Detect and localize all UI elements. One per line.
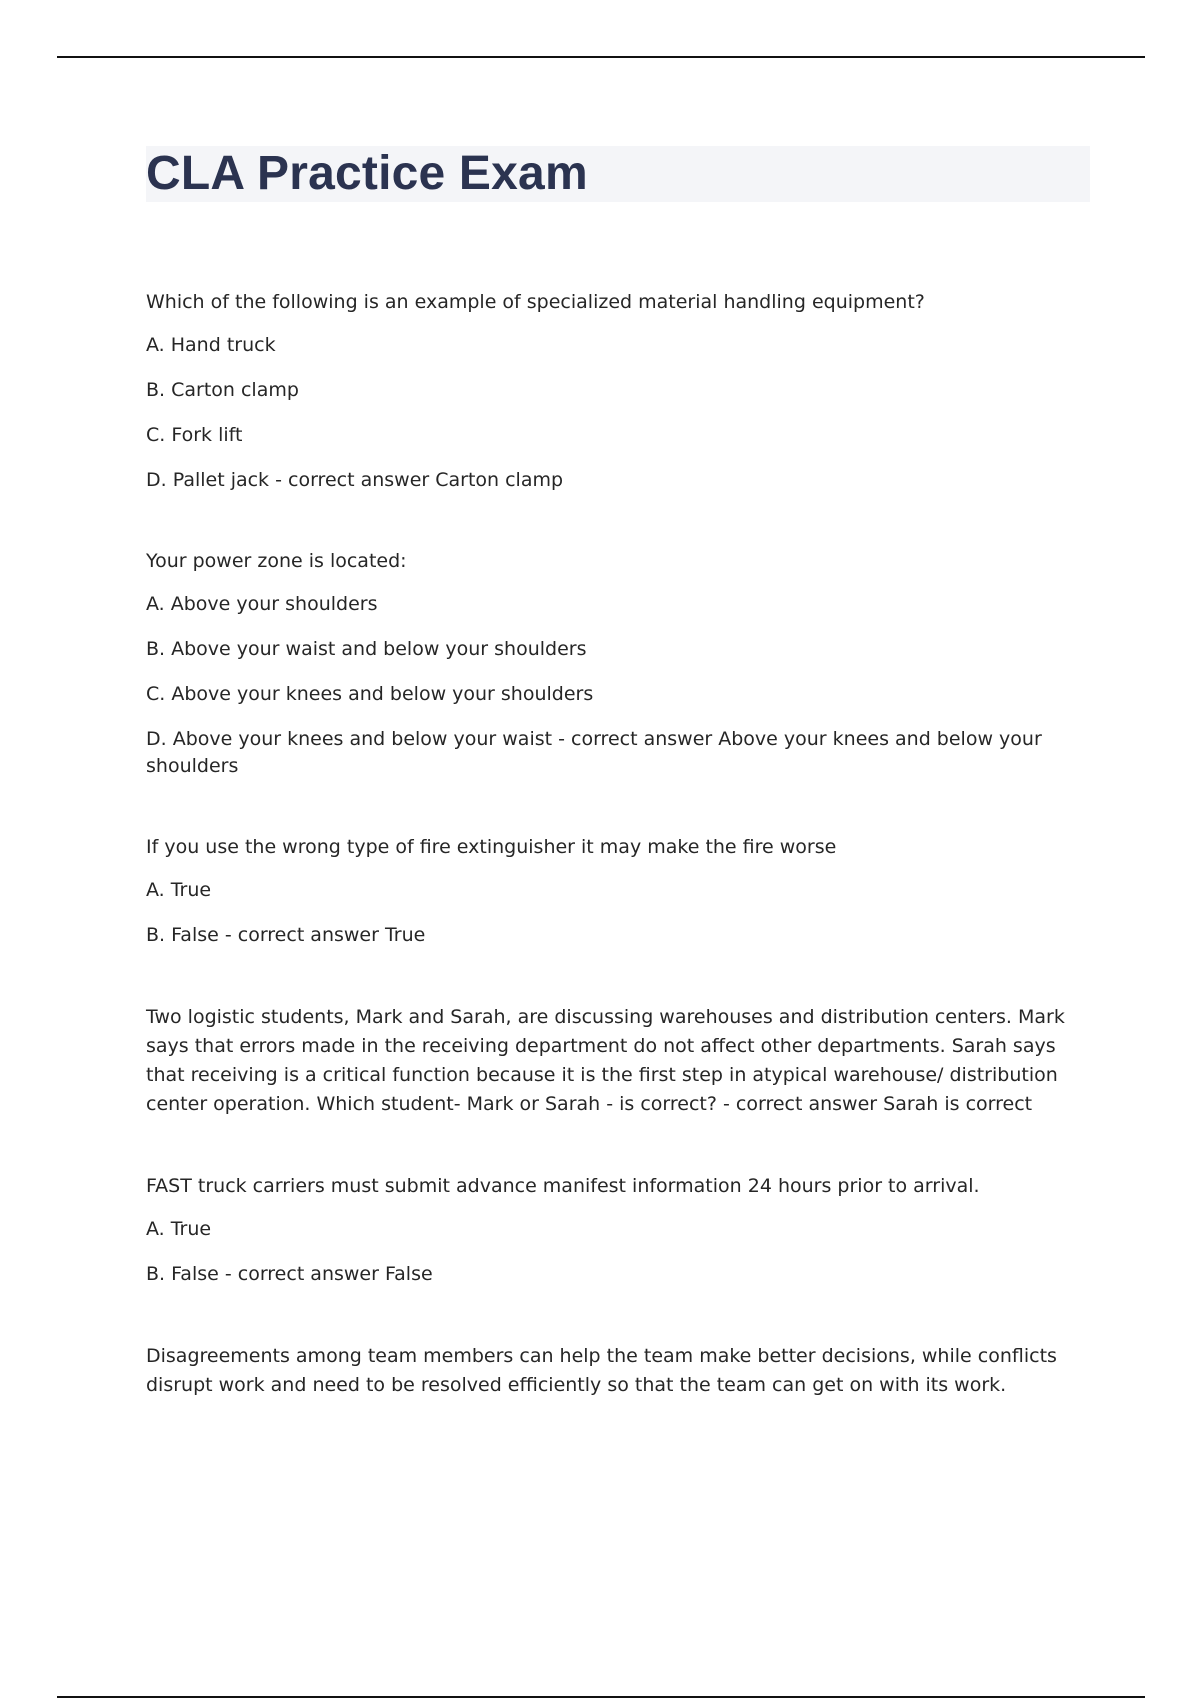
question-block — [146, 1342, 1090, 1400]
answer-option: D. Pallet jack - correct answer Carton clamp — [146, 469, 564, 491]
answer-option: A. True — [146, 1218, 212, 1240]
question-list — [146, 289, 1090, 1400]
answer-option: B. Above your waist and below your shoulders — [146, 638, 587, 660]
answer-option: A. True — [146, 879, 212, 901]
title-banner — [146, 146, 1090, 202]
page-title: CLA Practice Exam — [146, 147, 588, 200]
answer-option: D. Above your knees and below your waist - correct answer Above your knees and below your shoulders — [146, 728, 1042, 777]
answer-option: A. Above your shoulders — [146, 593, 378, 615]
question-stem: Which of the following is an example of specialized material handling equipment? — [146, 291, 925, 313]
answer-option: C. Fork lift — [146, 424, 243, 446]
question-stem: Your power zone is located: — [146, 550, 407, 572]
question-paragraph: Disagreements among team members can help the team make better decisions, while conflicts disrupt work and need to be resolved efficiently so that the team can get on with its work. — [146, 1345, 1057, 1396]
question-block — [146, 1173, 1090, 1288]
bottom-rule — [57, 1696, 1145, 1698]
answer-option: A. Hand truck — [146, 334, 276, 356]
question-block — [146, 1003, 1090, 1119]
question-block — [146, 289, 1090, 494]
question-block — [146, 834, 1090, 949]
question-block — [146, 548, 1090, 780]
document-body — [146, 146, 1090, 1454]
question-paragraph: Two logistic students, Mark and Sarah, are discussing warehouses and distribution centers. Mark says that errors made in the receiving department do not affect other departments. Sarah says that receiving is a critical function because it is the first step in atypical warehouse/ distribution center operation. Which student- Mark or Sarah - is correct? - correct answer Sarah is correct — [146, 1006, 1065, 1115]
question-stem: If you use the wrong type of fire extinguisher it may make the fire worse — [146, 836, 837, 858]
answer-option: B. False - correct answer False — [146, 1263, 433, 1285]
answer-option: B. False - correct answer True — [146, 924, 426, 946]
answer-option: C. Above your knees and below your shoulders — [146, 683, 594, 705]
top-rule — [57, 56, 1145, 58]
question-stem: FAST truck carriers must submit advance manifest information 24 hours prior to arrival. — [146, 1175, 980, 1197]
answer-option: B. Carton clamp — [146, 379, 299, 401]
